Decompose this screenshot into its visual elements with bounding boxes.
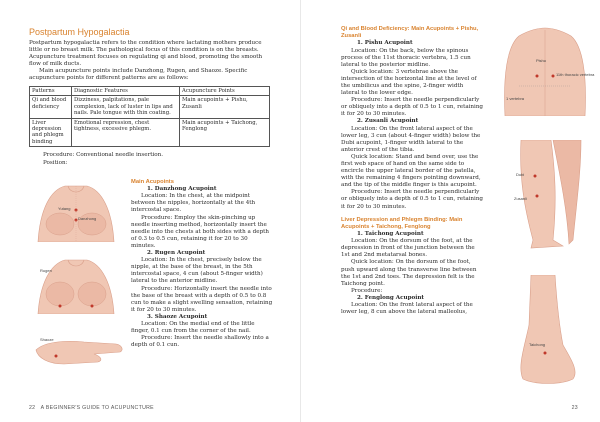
acupoint-procedure: Procedure: (351, 287, 383, 294)
acupoint-procedure: Procedure: Insert the needle perpendicularly or obliquely into a depth of 0.5 to 1 cun, retaining it for 20 to 30 minutes. (341, 189, 484, 210)
acupoint-location: Location: In the chest, at the midpoint between the nipples, horizontally at the 4th intercostal space. (131, 193, 256, 214)
acupoint-title: 2. Fenglong Acupoint (357, 294, 425, 301)
table-cell: Emotional repression, chest tightness, excessive phlegm. (72, 118, 180, 147)
chest-illustration-danzhong (30, 180, 122, 242)
acupoint-quick-location: Quick location: Stand and bend over, use the first web space of hand on the same side to encircle the upper lateral border of the patella, with the remaining 4 fingers pointing downward, and the tip of the middle finger is this acupoint. (341, 153, 481, 189)
acupoint-procedure: Procedure: Horizontally insert the needle into the base of the breast with a depth of 0.5 to 0.8 cun to make a slight swelling sensation, retaining it for 20 to 30 minutes. (131, 285, 273, 313)
foot-illustration-taichong (501, 275, 585, 385)
acupoint-title: 2. Zusanli Acupoint (357, 118, 419, 125)
leg-illustration-zusanli (501, 140, 589, 250)
intro-paragraph: Postpartum hypogalactia refers to the condition where lactating mothers produce little or no breast milk. The pathological focus of this condition is on the breasts. Acupuncture treatment focuses on regulating qi and blood, promoting the smooth flow of milk ducts. (29, 40, 263, 68)
table-cell: Dizziness, palpitations, pale complexion, lack of luster in lips and nails. Pale tongue with thin coating. (72, 96, 180, 118)
acupoint-procedure: Procedure: Employ the skin-pinching up needle inserting method, horizontally insert the needle into the chests at both sides with a depth of 0.3 to 0.5 cun, retaining it for 20 to 30 minutes. (131, 214, 269, 249)
section-heading: Liver Depression and Phlegm Binding: Main Acupoints + Taichong, Fenglong (341, 216, 463, 230)
section-heading: Qi and Blood Deficiency: Main Acupoints + Pishu, Zusanli (341, 26, 479, 40)
label-yutang: Yutang (58, 206, 71, 211)
intro-paragraph-2: Main acupuncture points include Danzhong, Rugen, and Shaoze. Specific acupuncture points for different patterns are as follows: (29, 68, 248, 82)
table-header: Acupuncture Points (180, 87, 270, 96)
label-dubi: Dubi (516, 172, 525, 177)
acupoint-location: Location: On the dorsum of the foot, at the depression in front of the junction between the 1st and 2nd metatarsal bones. (341, 238, 475, 259)
acupoint-quick-location: Quick location: 3 vertebrae above the intersection of the horizontal line at the level of the umbilicus and the spine, 2-finger width lateral to the lower edge. (341, 68, 477, 97)
label-pishu: Pishu (536, 58, 547, 63)
table-row (30, 118, 270, 147)
table-cell: Qi and blood deficiency (30, 96, 72, 118)
acupoint-title: 1. Taichong Acupoint (357, 231, 424, 238)
acupoint-location: Location: On the front lateral aspect of the lower leg, 8 cun above the lateral malleolus, (341, 302, 473, 316)
acupoint-location: Location: On the back, below the spinous process of the 11st thoracic vertebra, 1.5 cun lateral to the posterior midline. (341, 47, 471, 68)
footer (29, 405, 154, 411)
label-taichong: Taichong (529, 342, 546, 347)
page-title: Postpartum Hypogalactia (29, 27, 130, 37)
book-title: A BEGINNER'S GUIDE TO ACUPUNCTURE (40, 405, 154, 411)
label-shaoze: Shaoze (40, 337, 54, 342)
table-header-row (30, 87, 270, 96)
acupoint-procedure: Procedure: Insert the needle perpendicularly or obliquely into a depth of 0.5 to 1 cun, retaining it for 20 to 30 minutes. (341, 97, 484, 118)
table-header: Patterns (30, 87, 72, 96)
page-number: 22 (29, 405, 36, 411)
position-line: Position: (43, 160, 68, 166)
label-rugen: Rugen (40, 268, 52, 273)
label-zusanli: Zusanli (514, 196, 527, 201)
right-page (300, 0, 600, 422)
chest-illustration-rugen (30, 256, 122, 314)
label-danzhong: Danzhong (78, 216, 97, 221)
acupoint-quick-location: Quick location: On the dorsum of the foot, push upward along the transverse line between the 1st and 2nd toes. The depression felt is the Taichong point. (341, 259, 477, 287)
acupoint-location: Location: On the front lateral aspect of the lower leg, 3 cun (about 4-finger width) below the Dubi acupoint, 1-finger width lateral to the anterior crest of the tibia. (341, 125, 481, 153)
main-acupoints-heading: Main Acupoints (131, 179, 174, 185)
table-cell: Liver depression and phlegm binding (30, 118, 72, 147)
acupoint-title: 2. Rugen Acupoint (147, 250, 206, 257)
acupoint-title: 1. Pishu Acupoint (357, 40, 413, 47)
pattern-table (29, 86, 270, 147)
acupoint-location: Location: On the medial end of the little finger, 0.1 cun from the corner of the nail. (131, 320, 255, 335)
main-acupoints-section (131, 179, 273, 349)
page-number: 23 (571, 405, 578, 411)
acupoint-title: 3. Shaoze Acupoint (147, 313, 208, 320)
table-row (30, 96, 270, 118)
acupoint-title: 1. Danzhong Acupoint (147, 186, 217, 193)
back-illustration-pishu (499, 26, 591, 116)
acupoint-location: Location: In the chest, precisely below the nipple, at the base of the breast, in the 5th intercostal space, 4 cun (about 5-finger width) lateral to the anterior midline. (131, 257, 263, 285)
hand-illustration-shaoze (34, 330, 126, 368)
table-cell: Main acupoints + Taichong, Fenglong (180, 118, 270, 147)
label-1-vertebra: 1 vertebra (506, 96, 525, 101)
label-11th-thoracic: 11th thoracic vertebra (556, 72, 595, 77)
acupoint-procedure: Procedure: Insert the needle shallowly into a depth of 0.1 cun. (131, 335, 269, 349)
qi-blood-section (341, 26, 483, 316)
table-header: Diagnostic Features (72, 87, 180, 96)
procedure-line: Procedure: Conventional needle insertion. (43, 152, 164, 158)
table-cell: Main acupoints + Pishu, Zusanli (180, 96, 270, 118)
